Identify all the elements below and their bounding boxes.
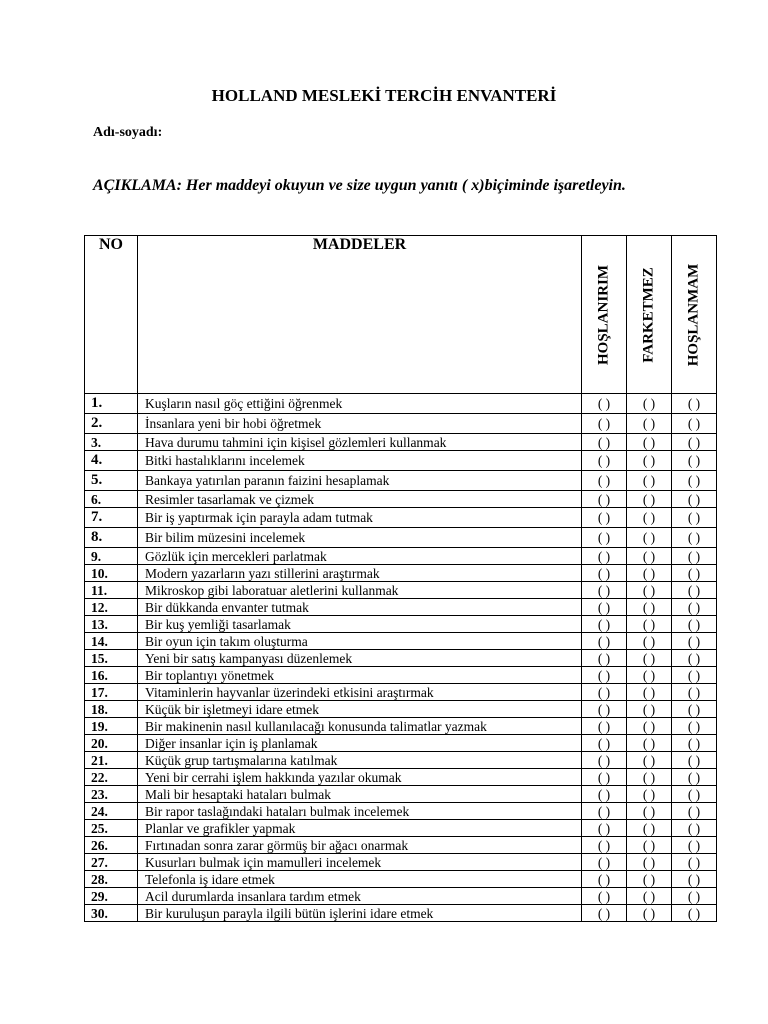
table-row — [85, 820, 717, 837]
answer-box-like[interactable]: ( ) — [582, 684, 627, 701]
answer-box-neutral[interactable]: ( ) — [627, 667, 672, 684]
table-row — [85, 769, 717, 786]
answer-box-like[interactable]: ( ) — [582, 888, 627, 905]
item-number: 12. — [85, 599, 138, 616]
table-row — [85, 528, 717, 548]
answer-box-neutral[interactable]: ( ) — [627, 582, 672, 599]
name-field-label: Adı-soyadı: — [93, 125, 163, 140]
answer-box-like[interactable]: ( ) — [582, 394, 627, 414]
answer-box-like[interactable]: ( ) — [582, 735, 627, 752]
answer-box-neutral[interactable]: ( ) — [627, 837, 672, 854]
answer-box-dislike[interactable]: ( ) — [672, 871, 717, 888]
answer-box-neutral[interactable]: ( ) — [627, 752, 672, 769]
answer-box-dislike[interactable]: ( ) — [672, 434, 717, 451]
table-row — [85, 599, 717, 616]
answer-box-like[interactable]: ( ) — [582, 820, 627, 837]
header-option-like — [582, 236, 627, 394]
item-number: 13. — [85, 616, 138, 633]
item-text: Planlar ve grafikler yapmak — [138, 820, 582, 837]
answer-box-neutral[interactable]: ( ) — [627, 528, 672, 548]
answer-box-dislike[interactable]: ( ) — [672, 718, 717, 735]
answer-box-dislike[interactable]: ( ) — [672, 394, 717, 414]
inventory-table — [84, 235, 717, 922]
instructions: AÇIKLAMA: Her maddeyi okuyun ve size uygun yanıtı ( x)biçiminde işaretleyin. — [93, 177, 626, 194]
table-row — [85, 752, 717, 769]
table-row — [85, 650, 717, 667]
answer-box-dislike[interactable]: ( ) — [672, 786, 717, 803]
item-number: 8. — [85, 528, 138, 548]
item-number: 24. — [85, 803, 138, 820]
item-number: 19. — [85, 718, 138, 735]
table-row — [85, 888, 717, 905]
item-number: 22. — [85, 769, 138, 786]
item-number: 18. — [85, 701, 138, 718]
answer-box-like[interactable]: ( ) — [582, 582, 627, 599]
item-number: 9. — [85, 548, 138, 565]
item-text: Bir bilim müzesini incelemek — [138, 528, 582, 548]
answer-box-like[interactable]: ( ) — [582, 752, 627, 769]
answer-box-dislike[interactable]: ( ) — [672, 888, 717, 905]
item-number: 16. — [85, 667, 138, 684]
item-number: 23. — [85, 786, 138, 803]
table-row — [85, 633, 717, 650]
item-number: 15. — [85, 650, 138, 667]
table-row — [85, 565, 717, 582]
item-number: 1. — [85, 394, 138, 414]
answer-box-like[interactable]: ( ) — [582, 786, 627, 803]
answer-box-dislike[interactable]: ( ) — [672, 633, 717, 650]
answer-box-neutral[interactable]: ( ) — [627, 684, 672, 701]
answer-box-neutral[interactable]: ( ) — [627, 508, 672, 528]
item-number: 25. — [85, 820, 138, 837]
answer-box-neutral[interactable]: ( ) — [627, 491, 672, 508]
answer-box-like[interactable]: ( ) — [582, 471, 627, 491]
item-number: 17. — [85, 684, 138, 701]
item-text: Yeni bir satış kampanyası düzenlemek — [138, 650, 582, 667]
answer-box-like[interactable]: ( ) — [582, 565, 627, 582]
item-text: Bir kuş yemliği tasarlamak — [138, 616, 582, 633]
answer-box-dislike[interactable]: ( ) — [672, 616, 717, 633]
item-number: 4. — [85, 451, 138, 471]
answer-box-neutral[interactable]: ( ) — [627, 701, 672, 718]
answer-box-neutral[interactable]: ( ) — [627, 633, 672, 650]
answer-box-dislike[interactable]: ( ) — [672, 582, 717, 599]
answer-box-like[interactable]: ( ) — [582, 548, 627, 565]
header-no: NO — [85, 236, 138, 394]
item-number: 11. — [85, 582, 138, 599]
table-row — [85, 394, 717, 414]
table-row — [85, 434, 717, 451]
answer-box-neutral[interactable]: ( ) — [627, 650, 672, 667]
table-row — [85, 508, 717, 528]
answer-box-neutral[interactable]: ( ) — [627, 769, 672, 786]
answer-box-neutral[interactable]: ( ) — [627, 616, 672, 633]
item-text: Bir dükkanda envanter tutmak — [138, 599, 582, 616]
item-text: Acil durumlarda insanlara tardım etmek — [138, 888, 582, 905]
answer-box-like[interactable]: ( ) — [582, 451, 627, 471]
table-header-row — [85, 236, 717, 394]
item-text: Hava durumu tahmini için kişisel gözlemleri kullanmak — [138, 434, 582, 451]
item-text: Bir kuruluşun parayla ilgili bütün işlerini idare etmek — [138, 905, 582, 922]
answer-box-dislike[interactable]: ( ) — [672, 820, 717, 837]
answer-box-dislike[interactable]: ( ) — [672, 803, 717, 820]
table-row — [85, 905, 717, 922]
item-text: Bir oyun için takım oluşturma — [138, 633, 582, 650]
item-number: 20. — [85, 735, 138, 752]
item-text: Bir rapor taslağındaki hataları bulmak incelemek — [138, 803, 582, 820]
answer-box-like[interactable]: ( ) — [582, 769, 627, 786]
table-row — [85, 548, 717, 565]
answer-box-dislike[interactable]: ( ) — [672, 599, 717, 616]
item-text: Küçük bir işletmeyi idare etmek — [138, 701, 582, 718]
answer-box-dislike[interactable]: ( ) — [672, 650, 717, 667]
answer-box-neutral[interactable]: ( ) — [627, 871, 672, 888]
table-row — [85, 837, 717, 854]
answer-box-like[interactable]: ( ) — [582, 854, 627, 871]
answer-box-dislike[interactable]: ( ) — [672, 491, 717, 508]
answer-box-neutral[interactable]: ( ) — [627, 786, 672, 803]
item-text: Bankaya yatırılan paranın faizini hesaplamak — [138, 471, 582, 491]
answer-box-dislike[interactable]: ( ) — [672, 701, 717, 718]
item-text: İnsanlara yeni bir hobi öğretmek — [138, 414, 582, 434]
answer-box-like[interactable]: ( ) — [582, 528, 627, 548]
table-row — [85, 871, 717, 888]
table-row — [85, 582, 717, 599]
answer-box-neutral[interactable]: ( ) — [627, 905, 672, 922]
answer-box-like[interactable]: ( ) — [582, 508, 627, 528]
answer-box-neutral[interactable]: ( ) — [627, 854, 672, 871]
answer-box-dislike[interactable]: ( ) — [672, 565, 717, 582]
table-row — [85, 701, 717, 718]
item-text: Mali bir hesaptaki hataları bulmak — [138, 786, 582, 803]
item-text: Fırtınadan sonra zarar görmüş bir ağacı onarmak — [138, 837, 582, 854]
answer-box-dislike[interactable]: ( ) — [672, 667, 717, 684]
answer-box-like[interactable]: ( ) — [582, 633, 627, 650]
table-row — [85, 667, 717, 684]
item-text: Bir toplantıyı yönetmek — [138, 667, 582, 684]
item-number: 5. — [85, 471, 138, 491]
answer-box-dislike[interactable]: ( ) — [672, 471, 717, 491]
answer-box-like[interactable]: ( ) — [582, 491, 627, 508]
item-number: 14. — [85, 633, 138, 650]
item-text: Diğer insanlar için iş planlamak — [138, 735, 582, 752]
answer-box-dislike[interactable]: ( ) — [672, 684, 717, 701]
answer-box-like[interactable]: ( ) — [582, 701, 627, 718]
item-number: 30. — [85, 905, 138, 922]
item-text: Modern yazarların yazı stillerini araştırmak — [138, 565, 582, 582]
answer-box-neutral[interactable]: ( ) — [627, 471, 672, 491]
answer-box-neutral[interactable]: ( ) — [627, 548, 672, 565]
item-text: Mikroskop gibi laboratuar aletlerini kullanmak — [138, 582, 582, 599]
answer-box-dislike[interactable]: ( ) — [672, 769, 717, 786]
answer-box-like[interactable]: ( ) — [582, 837, 627, 854]
item-number: 7. — [85, 508, 138, 528]
answer-box-like[interactable]: ( ) — [582, 718, 627, 735]
item-number: 27. — [85, 854, 138, 871]
answer-box-like[interactable]: ( ) — [582, 434, 627, 451]
answer-box-dislike[interactable]: ( ) — [672, 508, 717, 528]
answer-box-neutral[interactable]: ( ) — [627, 414, 672, 434]
answer-box-dislike[interactable]: ( ) — [672, 528, 717, 548]
table-row — [85, 616, 717, 633]
answer-box-dislike[interactable]: ( ) — [672, 854, 717, 871]
item-number: 3. — [85, 434, 138, 451]
answer-box-like[interactable]: ( ) — [582, 599, 627, 616]
item-number: 10. — [85, 565, 138, 582]
table-row — [85, 414, 717, 434]
item-text: Gözlük için mercekleri parlatmak — [138, 548, 582, 565]
header-option-dislike — [672, 236, 717, 394]
table-row — [85, 471, 717, 491]
answer-box-neutral[interactable]: ( ) — [627, 803, 672, 820]
header-option-dislike-label: HOŞLANMAM — [685, 263, 702, 366]
item-number: 6. — [85, 491, 138, 508]
table-row — [85, 803, 717, 820]
answer-box-neutral[interactable]: ( ) — [627, 394, 672, 414]
answer-box-dislike[interactable]: ( ) — [672, 837, 717, 854]
answer-box-neutral[interactable]: ( ) — [627, 718, 672, 735]
item-text: Bir makinenin nasıl kullanılacağı konusunda talimatlar yazmak — [138, 718, 582, 735]
answer-box-dislike[interactable]: ( ) — [672, 752, 717, 769]
item-text: Küçük grup tartışmalarına katılmak — [138, 752, 582, 769]
table-row — [85, 684, 717, 701]
item-number: 26. — [85, 837, 138, 854]
item-text: Telefonla iş idare etmek — [138, 871, 582, 888]
header-items: MADDELER — [138, 236, 582, 394]
answer-box-like[interactable]: ( ) — [582, 905, 627, 922]
item-number: 2. — [85, 414, 138, 434]
item-number: 29. — [85, 888, 138, 905]
item-text: Resimler tasarlamak ve çizmek — [138, 491, 582, 508]
answer-box-neutral[interactable]: ( ) — [627, 888, 672, 905]
table-row — [85, 786, 717, 803]
answer-box-like[interactable]: ( ) — [582, 616, 627, 633]
item-text: Kusurları bulmak için mamulleri incelemek — [138, 854, 582, 871]
item-number: 21. — [85, 752, 138, 769]
answer-box-like[interactable]: ( ) — [582, 650, 627, 667]
answer-box-dislike[interactable]: ( ) — [672, 905, 717, 922]
answer-box-neutral[interactable]: ( ) — [627, 735, 672, 752]
item-text: Vitaminlerin hayvanlar üzerindeki etkisini araştırmak — [138, 684, 582, 701]
header-option-neutral — [627, 236, 672, 394]
table-row — [85, 491, 717, 508]
answer-box-neutral[interactable]: ( ) — [627, 565, 672, 582]
answer-box-like[interactable]: ( ) — [582, 414, 627, 434]
answer-box-neutral[interactable]: ( ) — [627, 434, 672, 451]
item-text: Kuşların nasıl göç ettiğini öğrenmek — [138, 394, 582, 414]
item-text: Yeni bir cerrahi işlem hakkında yazılar okumak — [138, 769, 582, 786]
answer-box-dislike[interactable]: ( ) — [672, 414, 717, 434]
answer-box-like[interactable]: ( ) — [582, 803, 627, 820]
table-row — [85, 718, 717, 735]
answer-box-neutral[interactable]: ( ) — [627, 451, 672, 471]
answer-box-like[interactable]: ( ) — [582, 871, 627, 888]
answer-box-like[interactable]: ( ) — [582, 667, 627, 684]
table-row — [85, 451, 717, 471]
table-row — [85, 735, 717, 752]
answer-box-neutral[interactable]: ( ) — [627, 599, 672, 616]
answer-box-dislike[interactable]: ( ) — [672, 548, 717, 565]
item-number: 28. — [85, 871, 138, 888]
header-option-like-label: HOŞLANIRIM — [595, 264, 612, 365]
item-text: Bitki hastalıklarını incelemek — [138, 451, 582, 471]
answer-box-dislike[interactable]: ( ) — [672, 451, 717, 471]
page-title: HOLLAND MESLEKİ TERCİH ENVANTERİ — [211, 86, 557, 105]
table-row — [85, 854, 717, 871]
answer-box-neutral[interactable]: ( ) — [627, 820, 672, 837]
answer-box-dislike[interactable]: ( ) — [672, 735, 717, 752]
item-text: Bir iş yaptırmak için parayla adam tutmak — [138, 508, 582, 528]
header-option-neutral-label: FARKETMEZ — [640, 266, 657, 363]
